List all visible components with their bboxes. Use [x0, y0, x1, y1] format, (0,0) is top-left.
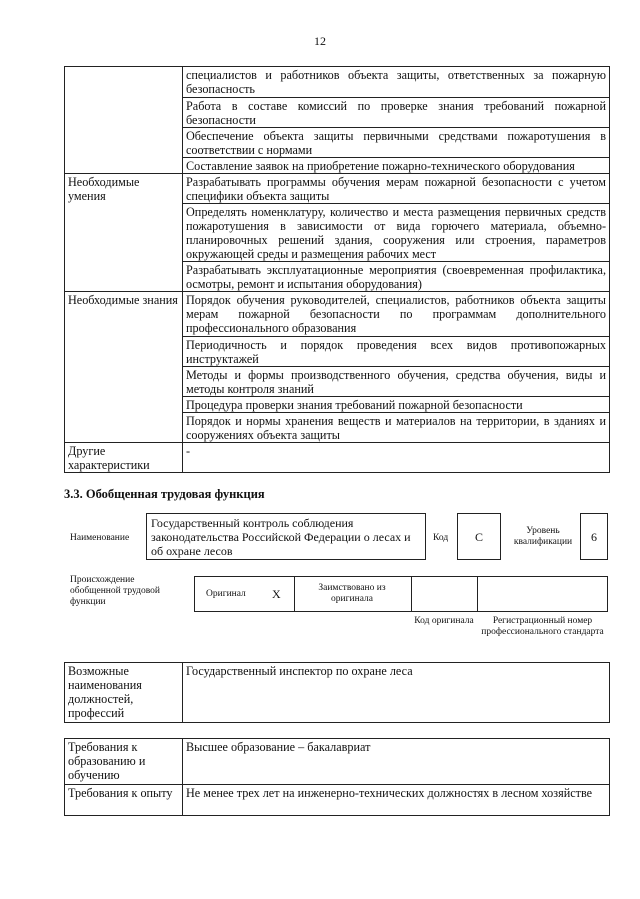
row-label-knowledge: Необходимые знания: [65, 292, 183, 443]
code-label: Код: [433, 533, 449, 543]
divider: [477, 576, 478, 612]
level-label: Уровень квалификации: [513, 526, 573, 547]
table-cell: Составление заявок на приобретение пожарно-технического оборудования: [183, 158, 610, 174]
name-label: Наименование: [70, 533, 130, 543]
requirement-value: Не менее трех лет на инженерно-технических должностях в лесном хозяйстве: [183, 785, 610, 816]
code-value: C: [474, 530, 483, 544]
row-label-other: Другие характеристики: [65, 443, 183, 473]
code-box: [457, 513, 501, 560]
positions-label: Возможные наименования должностей, профессий: [65, 663, 183, 723]
function-name: Государственный контроль соблюдения законодательства Российской Федерации о лесах и об охране лесов: [151, 516, 411, 558]
level-value: 6: [591, 530, 597, 544]
row-label-empty: [65, 67, 183, 174]
reg-caption: Регистрационный номер профессионального стандарта: [481, 616, 604, 637]
code-caption: Код оригинала: [414, 616, 474, 626]
table-cell: Методы и формы производственного обучения, средства обучения, виды и методы контроля знаний: [183, 367, 610, 397]
requirement-value: Высшее образование – бакалавриат: [183, 739, 610, 785]
table-cell: Определять номенклатуру, количество и места размещения первичных средств пожаротушения в зависимости от вида горючего материала, объемно-планировочных решений здания, сооружения или строения, параметров окружающей среды и размещения рабочих мест: [183, 204, 610, 262]
divider: [294, 576, 295, 612]
function-name-box: [146, 513, 426, 560]
positions-table: [64, 662, 610, 723]
requirement-label: Требования к образованию и обучению: [65, 739, 183, 785]
origin-label: Происхождение обобщенной трудовой функции: [70, 575, 160, 607]
table-cell: Работа в составе комиссий по проверке знания требований пожарной безопасности: [183, 98, 610, 128]
table-cell: Процедура проверки знания требований пожарной безопасности: [183, 397, 610, 413]
original-mark: X: [272, 587, 281, 601]
divider: [411, 576, 412, 612]
table-cell: Разрабатывать эксплуатационные мероприятия (своевременная профилактика, осмотры, ремонт и испытания оборудования): [183, 262, 610, 292]
requirement-label: Требования к опыту: [65, 785, 183, 816]
top-table: [64, 66, 610, 473]
borrowed-label: Заимствовано из оригинала: [318, 583, 386, 604]
table-cell: Разрабатывать программы обучения мерам пожарной безопасности с учетом специфики объекта защиты: [183, 174, 610, 204]
table-cell: специалистов и работников объекта защиты, ответственных за пожарную безопасность: [183, 67, 610, 98]
requirements-table: [64, 738, 610, 816]
level-box: [580, 513, 608, 560]
row-label-skills: Необходимые умения: [65, 174, 183, 292]
original-label: Оригинал: [206, 589, 246, 599]
table-cell: Порядок обучения руководителей, специалистов, работников объекта защиты мерам пожарной безопасности по программам дополнительного профессионального образования: [183, 292, 610, 337]
table-cell: Обеспечение объекта защиты первичными средствами пожаротушения в соответствии с нормами: [183, 128, 610, 158]
table-cell: -: [183, 443, 610, 473]
table-cell: Периодичность и порядок проведения всех видов противопожарных инструктажей: [183, 337, 610, 367]
table-cell: Порядок и нормы хранения веществ и материалов на территории, в зданиях и сооружениях объекта защиты: [183, 413, 610, 443]
page-number: 12: [314, 34, 326, 48]
section-heading: 3.3. Обобщенная трудовая функция: [64, 487, 265, 501]
positions-value: Государственный инспектор по охране леса: [183, 663, 610, 723]
